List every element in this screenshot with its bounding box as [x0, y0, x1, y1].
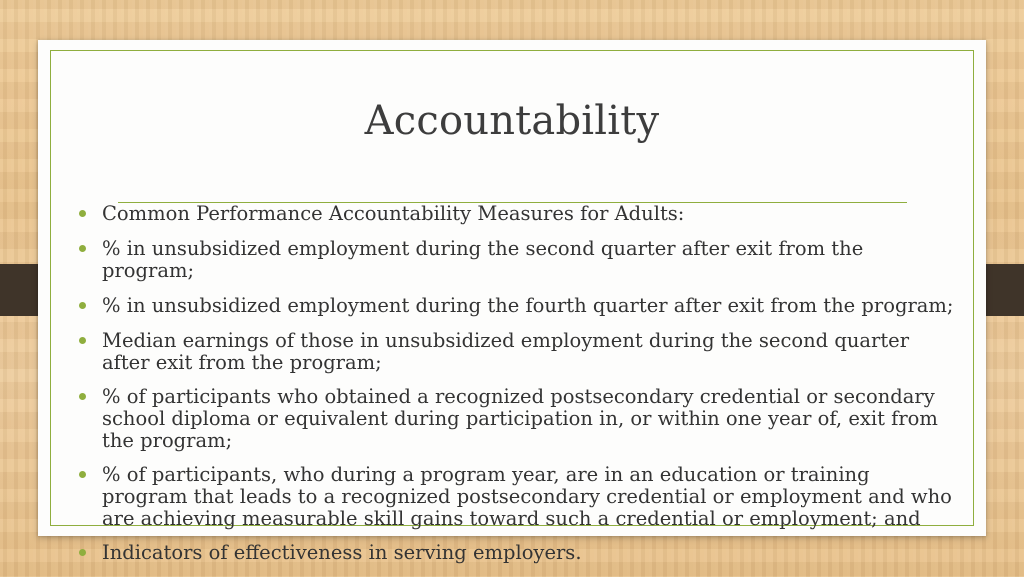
bullet-item [74, 330, 954, 374]
bullet-dot-icon [79, 210, 86, 217]
bullet-text: Common Performance Accountability Measures for Adults: [102, 202, 685, 225]
bullet-text: % of participants, who during a program year, are in an education or training program that leads to a recognized postsecondary credential or employment and who are achieving measurable skill gains toward such a credential or employment; and [102, 463, 952, 530]
bullet-text: Indicators of effectiveness in serving employers. [102, 541, 582, 564]
bullet-item [74, 542, 954, 564]
bullet-dot-icon [79, 302, 86, 309]
bullet-dot-icon [79, 549, 86, 556]
bullet-dot-icon [79, 245, 86, 252]
bullet-item [74, 295, 954, 317]
bullet-item [74, 203, 954, 225]
bullet-item [74, 238, 954, 282]
bullet-text: % of participants who obtained a recognized postsecondary credential or secondary school diploma or equivalent during participation in, or within one year of, exit from the program; [102, 385, 938, 452]
bullet-item [74, 386, 954, 452]
bullet-text: % in unsubsidized employment during the fourth quarter after exit from the program; [102, 294, 954, 317]
bullet-text: % in unsubsidized employment during the second quarter after exit from the program; [102, 237, 864, 282]
bullet-dot-icon [79, 471, 86, 478]
bullet-item [74, 464, 954, 530]
bullet-dot-icon [79, 337, 86, 344]
bullet-text: Median earnings of those in unsubsidized employment during the second quarter after exit from the program; [102, 329, 910, 374]
slide-title: Accountability [364, 98, 660, 144]
slide-card [38, 40, 986, 564]
bullet-dot-icon [79, 393, 86, 400]
bullet-list [74, 203, 954, 577]
